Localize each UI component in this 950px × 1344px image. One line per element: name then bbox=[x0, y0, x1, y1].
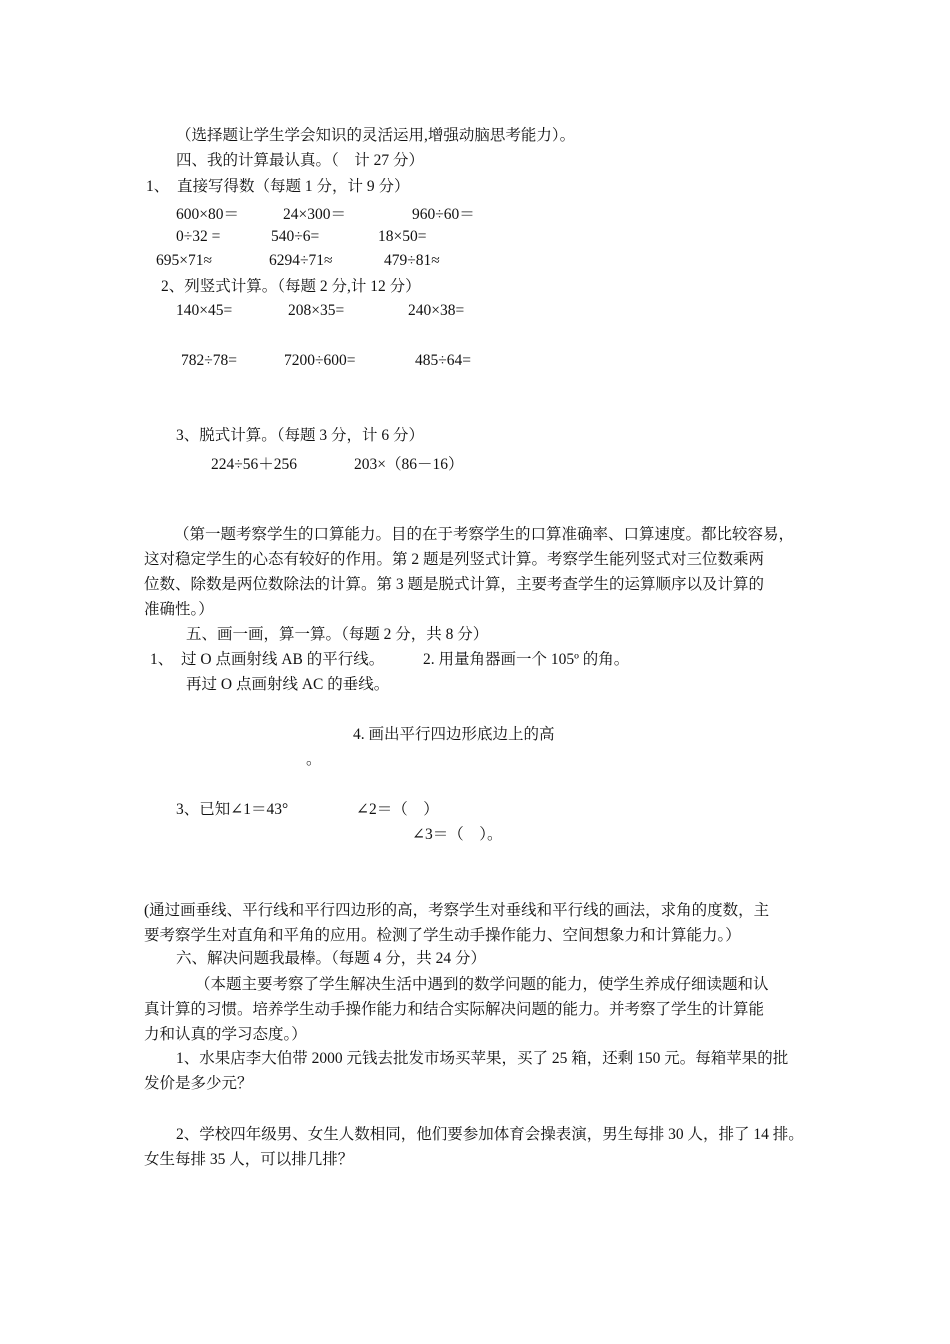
q1-item: 479÷81≈ bbox=[384, 252, 440, 269]
note-line: 力和认真的学习态度。） bbox=[144, 1026, 307, 1043]
q2-item: 7200÷600= bbox=[284, 352, 356, 369]
note-line: （第一题考察学生的口算能力。目的在于考察学生的口算准确率、口算速度。都比较容易， bbox=[174, 526, 795, 543]
note-line: (通过画垂线、平行线和平行四边形的高，考察学生对垂线和平行线的画法，求角的度数，主 bbox=[144, 902, 770, 919]
q1-item: 6294÷71≈ bbox=[269, 252, 333, 269]
problem-1 bbox=[144, 1046, 812, 1096]
q1-item: 695×71≈ bbox=[156, 252, 212, 269]
q2-item: 208×35= bbox=[288, 302, 345, 319]
s5-q1-line2: 再过 O 点画射线 AC 的垂线。 bbox=[186, 676, 390, 693]
s5-q4-mark: 。 bbox=[306, 751, 322, 768]
s5-q3-given: 3、已知∠1＝43° bbox=[176, 801, 289, 818]
q1-title: 1、 直接写得数（每题 1 分，计 9 分） bbox=[146, 178, 410, 195]
note-line: 这对稳定学生的心态有较好的作用。第 2 题是列竖式计算。考察学生能列竖式对三位数乘两 bbox=[144, 551, 765, 568]
q3-title: 3、脱式计算。（每题 3 分，计 6 分） bbox=[176, 427, 425, 444]
q1-item: 18×50= bbox=[378, 228, 427, 245]
note-line: 位数、除数是两位数除法的计算。第 3 题是脱式计算，主要考查学生的运算顺序以及计算的 bbox=[144, 576, 765, 593]
q1-item: 540÷6= bbox=[271, 228, 320, 245]
problem-line: 女生每排 35 人，可以排几排？ bbox=[144, 1151, 354, 1168]
section4-note bbox=[144, 522, 812, 622]
note-line: 真计算的习惯。培养学生动手操作能力和结合实际解决问题的能力。并考察了学生的计算能 bbox=[144, 1001, 765, 1018]
s5-q3-angle3: ∠3＝（ ）。 bbox=[412, 826, 503, 843]
s5-q4: 4. 画出平行四边形底边上的高 bbox=[353, 726, 555, 743]
q1-item: 24×300＝ bbox=[283, 206, 346, 223]
section6-title: 六、解决问题我最棒。（每题 4 分，共 24 分） bbox=[176, 950, 487, 967]
section4-title: 四、我的计算最认真。（ 计 27 分） bbox=[176, 152, 425, 169]
q2-item: 485÷64= bbox=[415, 352, 471, 369]
s5-q3-angle2: ∠2＝（ ） bbox=[356, 801, 439, 818]
q2-title: 2、列竖式计算。（每题 2 分,计 12 分） bbox=[161, 278, 421, 295]
section5-title: 五、画一画，算一算。（每题 2 分，共 8 分） bbox=[186, 626, 489, 643]
s5-q2: 2. 用量角器画一个 105º 的角。 bbox=[423, 651, 630, 668]
q1-item: 600×80＝ bbox=[176, 206, 239, 223]
problem-line: 发价是多少元？ bbox=[144, 1075, 253, 1092]
q2-item: 240×38= bbox=[408, 302, 465, 319]
section5-note bbox=[144, 898, 812, 948]
note-line: 要考察学生对直角和平角的应用。检测了学生动手操作能力、空间想象力和计算能力。） bbox=[144, 927, 741, 944]
note-line: 准确性。） bbox=[144, 601, 214, 618]
q2-item: 140×45= bbox=[176, 302, 233, 319]
q3-item: 203×（86－16） bbox=[354, 456, 464, 473]
intro-note: （选择题让学生学会知识的灵活运用,增强动脑思考能力）。 bbox=[176, 127, 576, 144]
problem-line: 1、水果店李大伯带 2000 元钱去批发市场买苹果，买了 25 箱，还剩 150 元。每箱苹果的批 bbox=[176, 1050, 789, 1067]
s5-q1-line1: 1、 过 O 点画射线 AB 的平行线。 bbox=[150, 651, 385, 668]
q1-item: 960÷60＝ bbox=[412, 206, 475, 223]
problem-line: 2、学校四年级男、女生人数相同，他们要参加体育会操表演，男生每排 30 人，排了 14 排。 bbox=[176, 1126, 804, 1143]
problem-2 bbox=[144, 1122, 816, 1172]
section6-note bbox=[144, 972, 812, 1047]
q3-item: 224÷56＋256 bbox=[211, 456, 298, 473]
q2-item: 782÷78= bbox=[181, 352, 237, 369]
note-line: （本题主要考察了学生解决生活中遇到的数学问题的能力，使学生养成仔细读题和认 bbox=[195, 976, 769, 993]
q1-item: 0÷32 = bbox=[176, 228, 221, 245]
